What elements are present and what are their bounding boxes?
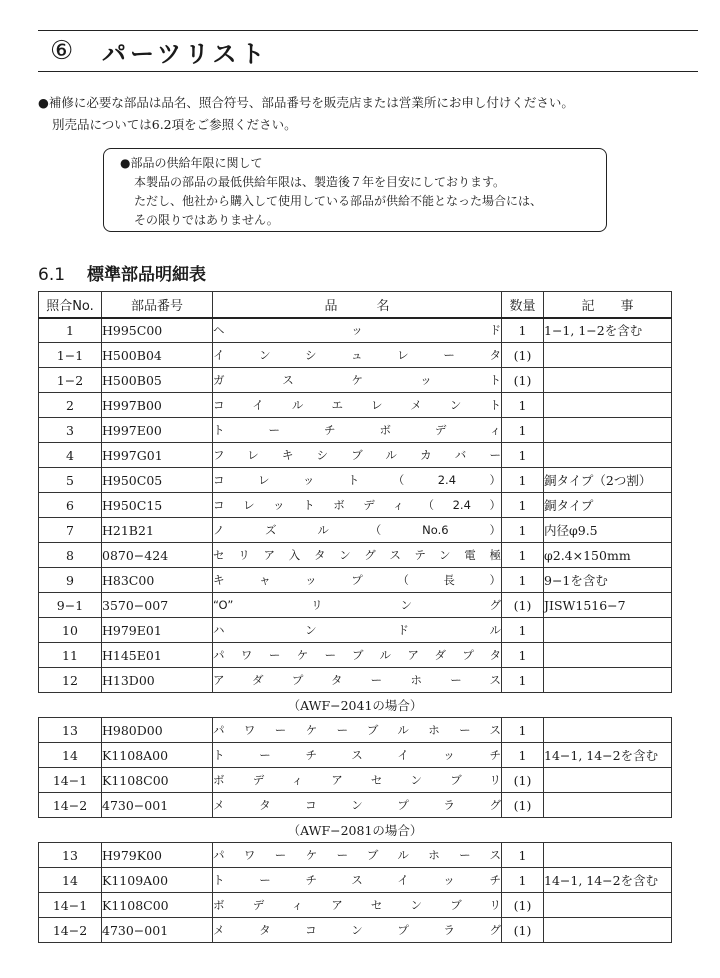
- part-name-cell: [213, 843, 502, 868]
- part-name-text: メタコンプラグ: [213, 923, 501, 937]
- header-name: 品 名: [213, 292, 502, 318]
- remarks-cell: [544, 918, 672, 943]
- remarks-cell: [544, 893, 672, 918]
- remarks-cell: [544, 368, 672, 393]
- quantity-cell: (1): [502, 368, 544, 393]
- remarks-cell: 14−1, 14−2を含む: [544, 743, 672, 768]
- part-name-text: コレットボディ（2.4）: [213, 498, 501, 512]
- parts-table: [38, 291, 672, 943]
- quantity-cell: (1): [502, 793, 544, 818]
- notice-line-3: その限りではありません。: [134, 213, 279, 227]
- ref-number-cell: 6: [39, 493, 102, 518]
- remarks-cell: [544, 343, 672, 368]
- table-row: [39, 468, 672, 493]
- header-qty: 数量: [502, 292, 544, 318]
- part-name-cell: [213, 793, 502, 818]
- ref-number-cell: 7: [39, 518, 102, 543]
- table-row: [39, 393, 672, 418]
- ref-number-cell: 13: [39, 718, 102, 743]
- part-number-cell: H21B21: [102, 518, 213, 543]
- part-number-cell: 0870−424: [102, 543, 213, 568]
- ref-number-cell: 10: [39, 618, 102, 643]
- part-name-cell: [213, 418, 502, 443]
- part-name-text: パワーケーブルホース: [213, 848, 501, 862]
- remarks-cell: 内径φ9.5: [544, 518, 672, 543]
- part-name-text: パワーケーブルホース: [213, 723, 501, 737]
- section-heading: [38, 260, 206, 285]
- table-header-row: [39, 292, 672, 318]
- table-row: [39, 343, 672, 368]
- part-number-cell: K1108A00: [102, 743, 213, 768]
- remarks-cell: [544, 668, 672, 693]
- part-number-cell: 4730−001: [102, 918, 213, 943]
- part-name-text: パワーケーブルアダプタ: [213, 648, 501, 662]
- remarks-cell: JISW1516−7: [544, 593, 672, 618]
- part-name-cell: [213, 543, 502, 568]
- quantity-cell: (1): [502, 343, 544, 368]
- part-name-text: ボディアセンブリ: [213, 898, 501, 912]
- part-name-text: コイルエレメント: [213, 398, 501, 412]
- quantity-cell: 1: [502, 468, 544, 493]
- notice-line-2: ただし、他社から購入して使用している部品が供給不能となった場合には、: [134, 194, 543, 208]
- part-name-cell: [213, 718, 502, 743]
- table-row: [39, 893, 672, 918]
- table-row: [39, 593, 672, 618]
- remarks-cell: [544, 443, 672, 468]
- remarks-cell: 1−1, 1−2を含む: [544, 318, 672, 343]
- remarks-cell: [544, 793, 672, 818]
- part-name-cell: [213, 393, 502, 418]
- table-section-row: [39, 818, 672, 843]
- quantity-cell: 1: [502, 493, 544, 518]
- ref-number-cell: 12: [39, 668, 102, 693]
- part-number-cell: K1109A00: [102, 868, 213, 893]
- remarks-cell: 銅タイプ: [544, 493, 672, 518]
- quantity-cell: (1): [502, 893, 544, 918]
- table-row: [39, 743, 672, 768]
- quantity-cell: (1): [502, 768, 544, 793]
- remarks-cell: 9−1を含む: [544, 568, 672, 593]
- intro-text: [38, 92, 574, 136]
- part-name-text: トーチスイッチ: [213, 748, 501, 762]
- part-number-cell: H950C15: [102, 493, 213, 518]
- part-number-cell: 3570−007: [102, 593, 213, 618]
- part-number-cell: H500B04: [102, 343, 213, 368]
- part-name-cell: [213, 618, 502, 643]
- part-number-cell: H145E01: [102, 643, 213, 668]
- table-section-row: [39, 693, 672, 718]
- section-heading-number: 6.1: [38, 265, 66, 285]
- table-row: [39, 643, 672, 668]
- part-name-cell: [213, 343, 502, 368]
- remarks-cell: 14−1, 14−2を含む: [544, 868, 672, 893]
- section-label: （AWF−2041の場合）: [39, 693, 672, 718]
- ref-number-cell: 1−1: [39, 343, 102, 368]
- quantity-cell: (1): [502, 918, 544, 943]
- quantity-cell: 1: [502, 518, 544, 543]
- ref-number-cell: 14: [39, 743, 102, 768]
- quantity-cell: 1: [502, 743, 544, 768]
- part-name-cell: [213, 768, 502, 793]
- quantity-cell: 1: [502, 618, 544, 643]
- header-no: 照合No.: [39, 292, 102, 318]
- ref-number-cell: 13: [39, 843, 102, 868]
- remarks-cell: [544, 618, 672, 643]
- part-name-text: ヘッド: [213, 323, 501, 338]
- notice-line-1: 本製品の部品の最低供給年限は、製造後７年を目安にしております。: [134, 175, 506, 189]
- part-number-cell: H979K00: [102, 843, 213, 868]
- section-number-circle: ⑥: [50, 36, 74, 66]
- ref-number-cell: 1: [39, 318, 102, 343]
- quantity-cell: 1: [502, 393, 544, 418]
- table-row: [39, 568, 672, 593]
- remarks-cell: [544, 643, 672, 668]
- ref-number-cell: 14: [39, 868, 102, 893]
- header-remarks: 記 事: [544, 292, 672, 318]
- part-name-text: セリア入タングステン電極: [213, 548, 501, 562]
- remarks-cell: [544, 843, 672, 868]
- ref-number-cell: 1−2: [39, 368, 102, 393]
- quantity-cell: 1: [502, 843, 544, 868]
- part-name-text: ハンドル: [213, 623, 501, 637]
- table-row: [39, 368, 672, 393]
- part-name-text: キャップ（長）: [213, 573, 501, 587]
- remarks-cell: [544, 768, 672, 793]
- ref-number-cell: 14−2: [39, 918, 102, 943]
- notice-heading: ●部品の供給年限に関して: [120, 156, 263, 170]
- part-name-text: ボディアセンブリ: [213, 773, 501, 787]
- table-row: [39, 493, 672, 518]
- ref-number-cell: 5: [39, 468, 102, 493]
- part-name-text: インシュレータ: [213, 348, 501, 362]
- quantity-cell: 1: [502, 868, 544, 893]
- table-row: [39, 868, 672, 893]
- part-name-cell: [213, 893, 502, 918]
- remarks-cell: [544, 718, 672, 743]
- ref-number-cell: 9: [39, 568, 102, 593]
- remarks-cell: 銅タイプ（2つ割）: [544, 468, 672, 493]
- part-name-text: ノズル（No.6）: [213, 523, 501, 537]
- remarks-cell: [544, 393, 672, 418]
- part-name-cell: [213, 743, 502, 768]
- quantity-cell: 1: [502, 718, 544, 743]
- part-number-cell: H997B00: [102, 393, 213, 418]
- part-name-text: トーチスイッチ: [213, 873, 501, 887]
- section-heading-title: 標準部品明細表: [87, 265, 207, 285]
- part-number-cell: K1108C00: [102, 893, 213, 918]
- part-number-cell: H997G01: [102, 443, 213, 468]
- ref-number-cell: 14−2: [39, 793, 102, 818]
- quantity-cell: 1: [502, 318, 544, 343]
- part-name-text: トーチボディ: [213, 423, 501, 437]
- parts-table-body: [39, 318, 672, 943]
- page-title: [38, 30, 698, 72]
- part-name-cell: [213, 493, 502, 518]
- part-number-cell: H979E01: [102, 618, 213, 643]
- table-row: [39, 793, 672, 818]
- part-name-cell: [213, 868, 502, 893]
- part-name-cell: [213, 568, 502, 593]
- part-number-cell: K1108C00: [102, 768, 213, 793]
- part-number-cell: H13D00: [102, 668, 213, 693]
- part-name-cell: [213, 593, 502, 618]
- part-name-cell: [213, 518, 502, 543]
- remarks-cell: [544, 418, 672, 443]
- table-row: [39, 718, 672, 743]
- table-row: [39, 518, 672, 543]
- ref-number-cell: 8: [39, 543, 102, 568]
- table-row: [39, 918, 672, 943]
- header-part-number: 部品番号: [102, 292, 213, 318]
- table-row: [39, 543, 672, 568]
- ref-number-cell: 2: [39, 393, 102, 418]
- table-row: [39, 668, 672, 693]
- part-name-text: コレット（2.4）: [213, 473, 501, 487]
- part-name-cell: [213, 668, 502, 693]
- section-label: （AWF−2081の場合）: [39, 818, 672, 843]
- part-number-cell: H980D00: [102, 718, 213, 743]
- part-name-cell: [213, 443, 502, 468]
- part-number-cell: H997E00: [102, 418, 213, 443]
- table-row: [39, 443, 672, 468]
- part-name-cell: [213, 318, 502, 343]
- part-name-cell: [213, 918, 502, 943]
- quantity-cell: 1: [502, 543, 544, 568]
- part-name-text: ガスケット: [213, 373, 501, 387]
- part-number-cell: H83C00: [102, 568, 213, 593]
- quantity-cell: 1: [502, 568, 544, 593]
- ref-number-cell: 11: [39, 643, 102, 668]
- part-number-cell: H500B05: [102, 368, 213, 393]
- quantity-cell: (1): [502, 593, 544, 618]
- part-name-cell: [213, 368, 502, 393]
- part-name-text: アダプターホース: [213, 673, 501, 687]
- table-row: [39, 768, 672, 793]
- part-name-text: “O”リング: [213, 598, 501, 612]
- part-name-cell: [213, 468, 502, 493]
- table-row: [39, 318, 672, 343]
- page-title-text: パーツリスト: [102, 39, 269, 68]
- ref-number-cell: 4: [39, 443, 102, 468]
- quantity-cell: 1: [502, 443, 544, 468]
- intro-line-2: 別売品については6.2項をご参照ください。: [52, 117, 297, 132]
- intro-line-1: ●補修に必要な部品は品名、照合符号、部品番号を販売店または営業所にお申し付けください。: [38, 95, 574, 110]
- quantity-cell: 1: [502, 643, 544, 668]
- part-number-cell: H950C05: [102, 468, 213, 493]
- ref-number-cell: 14−1: [39, 768, 102, 793]
- ref-number-cell: 3: [39, 418, 102, 443]
- quantity-cell: 1: [502, 418, 544, 443]
- part-number-cell: H995C00: [102, 318, 213, 343]
- table-row: [39, 843, 672, 868]
- table-row: [39, 418, 672, 443]
- table-row: [39, 618, 672, 643]
- part-name-cell: [213, 643, 502, 668]
- part-number-cell: 4730−001: [102, 793, 213, 818]
- ref-number-cell: 14−1: [39, 893, 102, 918]
- quantity-cell: 1: [502, 668, 544, 693]
- part-name-text: フレキシブルカバー: [213, 448, 501, 462]
- ref-number-cell: 9−1: [39, 593, 102, 618]
- remarks-cell: φ2.4×150mm: [544, 543, 672, 568]
- part-name-text: メタコンプラグ: [213, 798, 501, 812]
- supply-notice-box: [103, 148, 607, 232]
